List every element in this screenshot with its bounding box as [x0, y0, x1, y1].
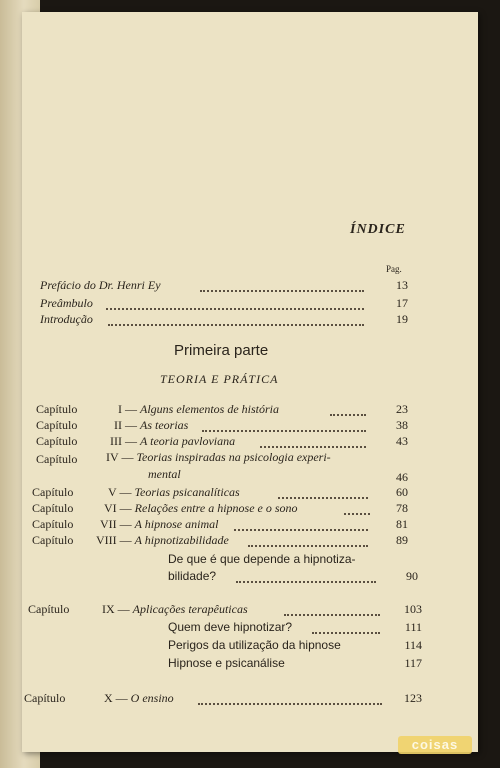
- subsection-page: 117: [404, 656, 422, 670]
- chapter-title: [110, 434, 235, 449]
- watermark-logo: coisas: [398, 736, 472, 754]
- dot-leader: [330, 404, 366, 416]
- chapter-numeral: VII —: [100, 517, 132, 531]
- chapter-name: A hipnose animal: [134, 517, 219, 531]
- dot-leader: [108, 314, 364, 326]
- dot-leader: [234, 519, 368, 531]
- chapter-label: Capítulo: [36, 418, 78, 432]
- front-matter-label: Preâmbulo: [40, 296, 93, 310]
- chapter-page: 23: [396, 402, 408, 416]
- chapter-title: [114, 418, 188, 433]
- part-subtitle: TEORIA E PRÁTICA: [160, 372, 279, 386]
- chapter-label: Capítulo: [32, 533, 74, 547]
- dot-leader: [198, 693, 382, 705]
- chapter-numeral: VIII —: [96, 533, 132, 547]
- chapter-numeral: VI —: [104, 501, 132, 515]
- chapter-name: A teoria pavloviana: [140, 434, 236, 448]
- subsection-label: De que é que depende a hipnotiza-: [168, 552, 356, 566]
- dot-leader: [260, 436, 366, 448]
- chapter-title: [102, 602, 248, 617]
- chapter-page: 81: [396, 517, 408, 531]
- dot-leader: [106, 298, 364, 310]
- chapter-name: Relações entre a hipnose e o sono: [134, 501, 298, 515]
- chapter-name: O ensino: [130, 691, 174, 705]
- subsection-page: 114: [404, 638, 422, 652]
- chapter-numeral: III —: [110, 434, 137, 448]
- chapter-page: 103: [404, 602, 422, 616]
- subsection-label: Perigos da utilização da hipnose: [168, 638, 341, 652]
- chapter-name: A hipnotizabilidade: [134, 533, 229, 547]
- chapter-name: Teorias psicanalíticas: [134, 485, 240, 499]
- chapter-title: [96, 533, 229, 548]
- chapter-page: 78: [396, 501, 408, 515]
- chapter-title: [100, 517, 218, 532]
- chapter-page: 43: [396, 434, 408, 448]
- subsection-label: Quem deve hipnotizar?: [168, 620, 293, 634]
- chapter-label: Capítulo: [32, 517, 74, 531]
- chapter-numeral: V —: [108, 485, 132, 499]
- dot-leader: [248, 535, 368, 547]
- chapter-title: [104, 501, 298, 516]
- chapter-name: Teorias inspiradas na psicologia experi-: [136, 450, 331, 464]
- dot-leader: [202, 420, 366, 432]
- dot-leader: [236, 571, 376, 583]
- front-matter-label: Introdução: [40, 312, 93, 326]
- chapter-label: Capítulo: [28, 602, 70, 616]
- chapter-label: Capítulo: [36, 434, 78, 448]
- chapter-title-continued: [148, 467, 181, 482]
- chapter-label: Capítulo: [32, 501, 74, 515]
- chapter-page: 89: [396, 533, 408, 547]
- front-matter-page: 17: [396, 296, 408, 310]
- chapter-page: 38: [396, 418, 408, 432]
- chapter-title: [118, 402, 279, 417]
- chapter-numeral: X —: [104, 691, 128, 705]
- chapter-label: Capítulo: [36, 452, 78, 466]
- chapter-page: 46: [396, 470, 408, 484]
- front-matter-label: Prefácio do Dr. Henri Ey: [40, 278, 161, 292]
- page-title: ÍNDICE: [350, 222, 406, 237]
- chapter-name: As teorias: [140, 418, 189, 432]
- dot-leader: [278, 487, 368, 499]
- chapter-numeral: I —: [118, 402, 137, 416]
- chapter-page: 60: [396, 485, 408, 499]
- chapter-name: Aplicações terapêuticas: [132, 602, 248, 616]
- subsection-label: Hipnose e psicanálise: [168, 656, 285, 670]
- part-title: Primeira parte: [174, 342, 269, 359]
- chapter-numeral: II —: [114, 418, 137, 432]
- pag-column-header: Pag.: [386, 264, 402, 274]
- index-page: [22, 12, 478, 752]
- chapter-name-line2: mental: [148, 467, 181, 481]
- chapter-title: [108, 485, 240, 500]
- chapter-label: Capítulo: [24, 691, 66, 705]
- chapter-numeral: IV —: [106, 450, 134, 464]
- chapter-title: [104, 691, 174, 706]
- dot-leader: [312, 622, 380, 634]
- chapter-label: Capítulo: [32, 485, 74, 499]
- chapter-page: 123: [404, 691, 422, 705]
- subsection-page: 90: [406, 569, 418, 583]
- subsection-label-continued: bilidade?: [168, 569, 217, 583]
- subsection-page: 111: [404, 620, 422, 634]
- dot-leader: [344, 503, 370, 515]
- dot-leader: [200, 280, 364, 292]
- chapter-title: [106, 450, 331, 465]
- front-matter-page: 13: [396, 278, 408, 292]
- front-matter-page: 19: [396, 312, 408, 326]
- chapter-name: Alguns elementos de história: [140, 402, 279, 416]
- chapter-label: Capítulo: [36, 402, 78, 416]
- dot-leader: [284, 604, 380, 616]
- chapter-numeral: IX —: [102, 602, 130, 616]
